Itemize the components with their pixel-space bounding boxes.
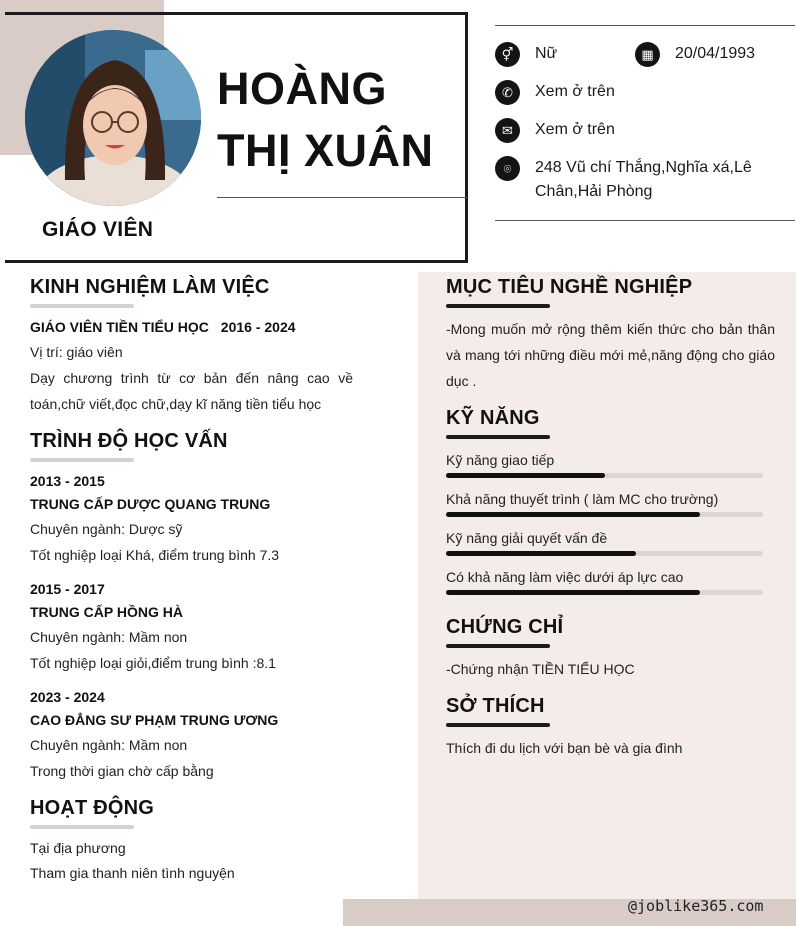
skill-level-bar [446, 551, 636, 556]
skill-track [446, 473, 763, 478]
experience-description: Dạy chương trình từ cơ bản đến nâng cao về toán,chữ viết,đọc chữ,dạy kĩ năng tiền tiểu học [30, 370, 353, 412]
objective-title-bar [446, 304, 550, 308]
education-title: TRÌNH ĐỘ HỌC VẤN [30, 430, 228, 452]
gender-text: Nữ [535, 45, 558, 62]
hobbies-title-bar [446, 723, 550, 727]
dob-text: 20/04/1993 [675, 45, 756, 62]
objective-text: -Mong muốn mở rộng thêm kiến thức cho bản thân và mang tới những điều mới mẻ,năng động cho giáo dục . [446, 321, 775, 389]
activities-line-2: Tham gia thanh niên tình nguyện [30, 865, 235, 881]
experience-position: Vị trí: giáo viên [30, 344, 123, 360]
phone-text: Xem ở trên [535, 83, 615, 100]
email-text: Xem ở trên [535, 121, 615, 138]
skill-label: Có khả năng làm việc dưới áp lực cao [446, 569, 684, 585]
activities-title: HOẠT ĐỘNG [30, 797, 155, 819]
experience-period: 2016 - 2024 [220, 319, 296, 335]
header-frame-top [5, 12, 468, 15]
contact-divider-bottom [495, 220, 795, 221]
skill-track [446, 551, 763, 556]
education-period: 2013 - 2015 [30, 473, 105, 489]
job-title: GIÁO VIÊN [42, 218, 154, 241]
activities-line-1: Tại địa phương [30, 840, 126, 856]
avatar [25, 30, 201, 206]
contact-divider-top [495, 25, 795, 26]
site-watermark: @joblike365.com [628, 897, 764, 915]
hobbies-title: SỞ THÍCH [446, 695, 545, 717]
phone-icon: ✆ [495, 80, 520, 105]
education-title-bar [30, 458, 134, 462]
education-school: TRUNG CẤP DƯỢC QUANG TRUNG [30, 496, 271, 512]
skill-label: Kỹ năng giải quyết vấn đề [446, 530, 608, 546]
skills-title-bar [446, 435, 550, 439]
hobbies-text: Thích đi du lịch với bạn bè và gia đình [446, 740, 683, 756]
name-line-1: HOÀNG [217, 63, 387, 114]
education-period: 2023 - 2024 [30, 689, 105, 705]
gender-icon: ⚥ [495, 42, 520, 67]
address-text: 248 Vũ chí Thắng,Nghĩa xá,Lê Chân,Hải Phòng [535, 159, 752, 200]
location-pin-icon: ⌾ [495, 156, 520, 181]
email-icon: ✉ [495, 118, 520, 143]
certificates-title: CHỨNG CHỈ [446, 616, 564, 638]
skill-level-bar [446, 512, 700, 517]
skill-track [446, 590, 763, 595]
education-result: Tốt nghiệp loại Khá, điểm trung bình 7.3 [30, 547, 280, 563]
header-frame-right [465, 12, 468, 263]
education-major: Chuyên ngành: Mầm non [30, 737, 188, 753]
education-result: Trong thời gian chờ cấp bằng [30, 763, 214, 779]
skills-title: KỸ NĂNG [446, 407, 540, 429]
experience-job-name: GIÁO VIÊN TIỀN TIỂU HỌC [30, 319, 209, 335]
skill-level-bar [446, 590, 700, 595]
experience-title-bar [30, 304, 134, 308]
header-frame-bottom [5, 260, 468, 263]
certificates-text: -Chứng nhận TIỀN TIỂU HỌC [446, 661, 635, 677]
skill-label: Kỹ năng giao tiếp [446, 452, 555, 468]
objective-title: MỤC TIÊU NGHỀ NGHIỆP [446, 276, 693, 298]
experience-job [30, 319, 296, 335]
name-line-2: THỊ XUÂN [217, 125, 434, 176]
education-school: TRUNG CẤP HỒNG HÀ [30, 604, 183, 620]
education-major: Chuyên ngành: Mầm non [30, 629, 188, 645]
calendar-icon: ▦ [635, 42, 660, 67]
skill-track [446, 512, 763, 517]
name-divider [217, 197, 467, 198]
education-school: CAO ĐẲNG SƯ PHẠM TRUNG ƯƠNG [30, 712, 279, 728]
skill-level-bar [446, 473, 605, 478]
education-major: Chuyên ngành: Dược sỹ [30, 521, 183, 537]
candidate-name [217, 58, 462, 182]
experience-title: KINH NGHIỆM LÀM VIỆC [30, 276, 270, 298]
skill-label: Khả năng thuyết trình ( làm MC cho trường) [446, 491, 719, 507]
activities-title-bar [30, 825, 134, 829]
education-period: 2015 - 2017 [30, 581, 105, 597]
education-result: Tốt nghiệp loại giỏi,điểm trung bình :8.1 [30, 655, 276, 671]
certificates-title-bar [446, 644, 550, 648]
